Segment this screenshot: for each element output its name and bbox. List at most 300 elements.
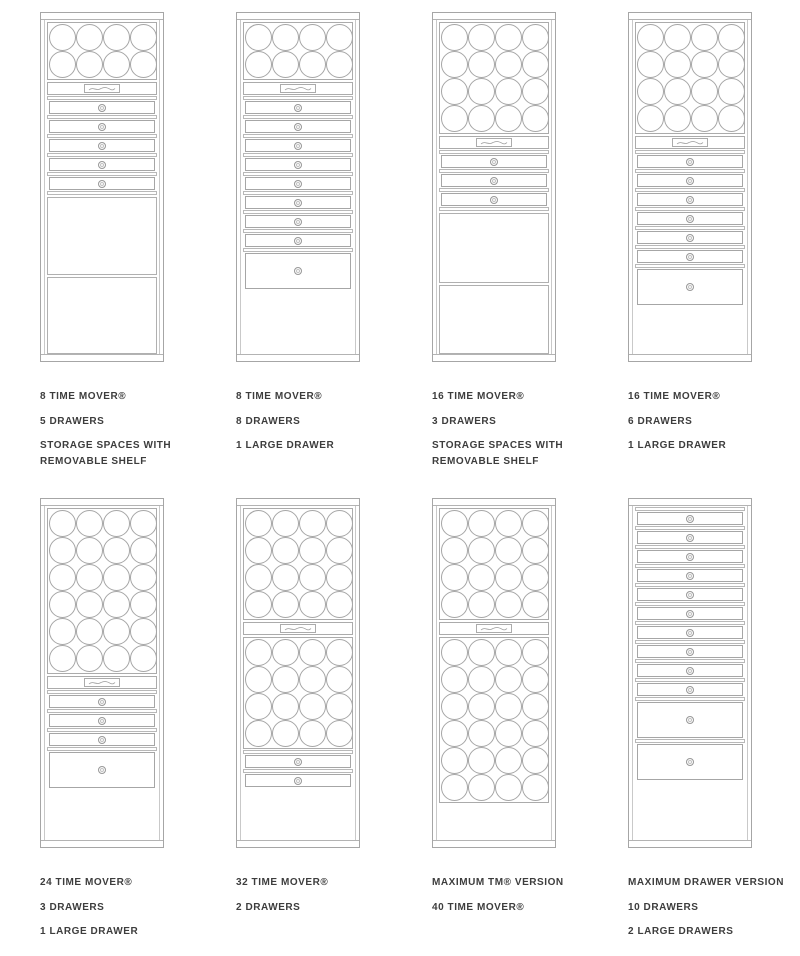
control-display [672, 138, 708, 147]
time-mover-slot-icon [130, 591, 157, 618]
drawer [47, 171, 157, 190]
cabinet-cell-8tm-8drawers-1large [236, 12, 360, 478]
large-drawer [635, 696, 745, 738]
drawer-front [637, 250, 743, 263]
drawer-knob-icon [294, 104, 302, 112]
time-mover-slot-icon [245, 510, 272, 537]
drawer-rail [243, 134, 353, 138]
time-mover-slot-icon [103, 537, 130, 564]
time-mover-row [441, 78, 547, 105]
time-mover-block [439, 508, 549, 620]
time-mover-slot-icon [495, 774, 522, 801]
time-mover-slot-icon [272, 693, 299, 720]
time-mover-slot-icon [495, 510, 522, 537]
time-mover-row [245, 591, 351, 618]
large-drawer [243, 247, 353, 289]
time-mover-block [635, 22, 745, 134]
time-mover-block [439, 637, 549, 803]
time-mover-slot-icon [637, 24, 664, 51]
drawer [635, 168, 745, 187]
time-mover-slot-icon [522, 537, 549, 564]
time-mover-slot-icon [103, 564, 130, 591]
time-mover-row [441, 693, 547, 720]
time-mover-slot-icon [76, 51, 103, 78]
time-mover-row [637, 78, 743, 105]
time-mover-slot-icon [718, 24, 745, 51]
time-mover-slot-icon [495, 537, 522, 564]
time-mover-slot-icon [691, 78, 718, 105]
drawer-front [637, 645, 743, 658]
drawer-front [49, 714, 155, 727]
time-mover-slot-icon [49, 510, 76, 537]
drawer-knob-icon [98, 180, 106, 188]
drawer-knob-icon [686, 158, 694, 166]
drawer-front [49, 177, 155, 190]
cabinet-label: STORAGE SPACES WITH REMOVABLE SHELF [40, 440, 172, 467]
drawer-rail [243, 210, 353, 214]
drawer-rail [635, 169, 745, 173]
drawer [439, 168, 549, 187]
time-mover-slot-icon [130, 51, 157, 78]
drawer-front [637, 607, 743, 620]
cabinet-body [436, 506, 552, 840]
time-mover-row [245, 639, 351, 666]
time-mover-slot-icon [49, 24, 76, 51]
time-mover-slot-icon [245, 537, 272, 564]
cabinet-label: 2 DRAWERS [236, 901, 301, 913]
time-mover-slot-icon [522, 774, 549, 801]
drawer-front [637, 155, 743, 168]
drawer [243, 749, 353, 768]
time-mover-slot-icon [468, 774, 495, 801]
time-mover-slot-icon [326, 693, 353, 720]
time-mover-row [49, 645, 155, 672]
time-mover-row [245, 510, 351, 537]
time-mover-slot-icon [299, 24, 326, 51]
time-mover-slot-icon [522, 51, 549, 78]
drawer-front [637, 569, 743, 582]
drawer-front [245, 234, 351, 247]
time-mover-slot-icon [272, 720, 299, 747]
drawer-knob-icon [490, 158, 498, 166]
drawer-knob-icon [686, 629, 694, 637]
time-mover-slot-icon [245, 51, 272, 78]
drawer-knob-icon [686, 667, 694, 675]
time-mover-slot-icon [299, 591, 326, 618]
drawer-knob-icon [686, 686, 694, 694]
cabinet-label: 8 DRAWERS [236, 415, 301, 427]
drawer-rail [635, 526, 745, 530]
drawer [635, 187, 745, 206]
large-drawer-front [637, 744, 743, 780]
cabinet-diagram-maximum-drawer-10drawers-2large [628, 498, 752, 848]
storage-top-rail [47, 191, 157, 195]
cabinet-label: 10 DRAWERS [628, 901, 699, 913]
time-mover-block [47, 22, 157, 80]
time-mover-row [441, 639, 547, 666]
drawer-front [49, 733, 155, 746]
time-mover-row [441, 105, 547, 132]
control-panel [47, 82, 157, 95]
drawer-rail [635, 564, 745, 568]
drawer [47, 727, 157, 746]
time-mover-slot-icon [326, 537, 353, 564]
time-mover-slot-icon [326, 720, 353, 747]
cabinet-caption [40, 389, 226, 469]
time-mover-slot-icon [495, 24, 522, 51]
time-mover-slot-icon [664, 78, 691, 105]
drawer-rail [635, 545, 745, 549]
drawer [635, 525, 745, 544]
time-mover-slot-icon [103, 510, 130, 537]
time-mover-slot-icon [495, 720, 522, 747]
drawer-front [245, 158, 351, 171]
drawer [635, 677, 745, 696]
cabinet-label: 1 LARGE DRAWER [40, 926, 139, 937]
cabinet-caption [432, 875, 618, 915]
drawer-front [637, 193, 743, 206]
time-mover-slot-icon [441, 666, 468, 693]
drawer-front [245, 196, 351, 209]
drawer [243, 190, 353, 209]
time-mover-slot-icon [76, 537, 103, 564]
diagram-row-top [40, 12, 752, 478]
cabinet-body [632, 20, 748, 354]
time-mover-slot-icon [522, 564, 549, 591]
time-mover-slot-icon [664, 51, 691, 78]
drawer [635, 206, 745, 225]
time-mover-slot-icon [272, 24, 299, 51]
cabinet-body [240, 20, 356, 354]
drawer-rail [439, 188, 549, 192]
cabinet-top-strip [629, 13, 751, 20]
drawer-rail [635, 678, 745, 682]
signature-squiggle-icon [480, 140, 508, 146]
time-mover-slot-icon [245, 591, 272, 618]
drawer [243, 114, 353, 133]
storage-space [47, 197, 157, 275]
time-mover-slot-icon [245, 666, 272, 693]
signature-squiggle-icon [284, 86, 312, 92]
drawer-front [245, 177, 351, 190]
cabinet-cell-32tm-2drawers [236, 498, 360, 949]
drawer-knob-icon [686, 283, 694, 291]
drawer [47, 708, 157, 727]
time-mover-block [47, 508, 157, 674]
time-mover-slot-icon [441, 105, 468, 132]
drawer-rail [635, 621, 745, 625]
drawer-rail [243, 248, 353, 252]
drawer-front [245, 120, 351, 133]
cabinet-body [44, 20, 160, 354]
time-mover-slot-icon [245, 24, 272, 51]
time-mover-row [49, 591, 155, 618]
drawer-rail [243, 750, 353, 754]
signature-squiggle-icon [88, 86, 116, 92]
time-mover-slot-icon [245, 693, 272, 720]
drawer-front [637, 664, 743, 677]
cabinet-diagram-32tm-2drawers [236, 498, 360, 848]
time-mover-row [245, 24, 351, 51]
time-mover-slot-icon [130, 564, 157, 591]
drawer-rail [243, 229, 353, 233]
time-mover-row [49, 564, 155, 591]
time-mover-slot-icon [468, 105, 495, 132]
time-mover-slot-icon [130, 24, 157, 51]
cabinet-label: MAXIMUM DRAWER VERSION [628, 877, 784, 888]
drawer-front [245, 755, 351, 768]
drawer-rail [47, 96, 157, 100]
drawer-front [49, 120, 155, 133]
cabinet-label: 3 DRAWERS [40, 901, 105, 913]
cabinet-cell-maximum-drawer-10drawers-2large [628, 498, 784, 949]
drawer-knob-icon [490, 177, 498, 185]
drawer-knob-icon [98, 142, 106, 150]
drawer-front [637, 588, 743, 601]
control-display [476, 138, 512, 147]
time-mover-slot-icon [495, 693, 522, 720]
time-mover-slot-icon [441, 720, 468, 747]
cabinet-label: 16 TIME MOVER® [432, 391, 525, 402]
time-mover-block [243, 508, 353, 620]
drawer-rail [243, 96, 353, 100]
cabinet-label: 5 DRAWERS [40, 415, 105, 427]
time-mover-slot-icon [522, 639, 549, 666]
cabinet-body [436, 20, 552, 354]
drawer-front [637, 550, 743, 563]
drawer-front [245, 215, 351, 228]
drawer [635, 601, 745, 620]
time-mover-slot-icon [441, 564, 468, 591]
time-mover-slot-icon [272, 537, 299, 564]
time-mover-slot-icon [245, 720, 272, 747]
time-mover-slot-icon [441, 591, 468, 618]
time-mover-row [637, 51, 743, 78]
time-mover-row [49, 24, 155, 51]
drawer-front [637, 626, 743, 639]
time-mover-slot-icon [299, 720, 326, 747]
time-mover-slot-icon [495, 51, 522, 78]
drawer-rail [635, 226, 745, 230]
drawer [243, 171, 353, 190]
time-mover-row [245, 537, 351, 564]
time-mover-slot-icon [441, 747, 468, 774]
drawer-knob-icon [686, 177, 694, 185]
drawer [635, 639, 745, 658]
drawer-knob-icon [294, 180, 302, 188]
cabinet-diagram-24tm-3drawers-1large [40, 498, 164, 848]
drawer-rail [47, 728, 157, 732]
time-mover-slot-icon [272, 51, 299, 78]
drawer [635, 582, 745, 601]
time-mover-row [441, 510, 547, 537]
time-mover-slot-icon [495, 639, 522, 666]
time-mover-slot-icon [103, 645, 130, 672]
cabinet-label: 3 DRAWERS [432, 415, 497, 427]
time-mover-slot-icon [299, 510, 326, 537]
time-mover-slot-icon [441, 51, 468, 78]
drawer [635, 658, 745, 677]
drawer-knob-icon [294, 161, 302, 169]
drawer-rail [635, 264, 745, 268]
time-mover-slot-icon [468, 639, 495, 666]
time-mover-row [441, 564, 547, 591]
drawer [635, 544, 745, 563]
time-mover-row [441, 537, 547, 564]
cabinet-top-strip [237, 13, 359, 20]
time-mover-block [243, 22, 353, 80]
time-mover-slot-icon [468, 537, 495, 564]
time-mover-slot-icon [468, 564, 495, 591]
cabinet-bottom-strip [41, 840, 163, 847]
drawer-knob-icon [686, 758, 694, 766]
cabinet-diagram-16tm-3drawers-storage [432, 12, 556, 362]
time-mover-slot-icon [468, 720, 495, 747]
time-mover-slot-icon [326, 51, 353, 78]
control-display [84, 84, 120, 93]
cabinet-top-strip [237, 499, 359, 506]
cabinet-body [240, 506, 356, 840]
drawer-knob-icon [686, 553, 694, 561]
time-mover-slot-icon [272, 591, 299, 618]
cabinet-top-strip [629, 499, 751, 506]
large-drawer [635, 738, 745, 780]
time-mover-slot-icon [326, 639, 353, 666]
drawer [243, 95, 353, 114]
signature-squiggle-icon [480, 626, 508, 632]
time-mover-slot-icon [130, 510, 157, 537]
cabinet-cell-16tm-3drawers-storage [432, 12, 564, 478]
control-panel [243, 622, 353, 635]
time-mover-slot-icon [495, 564, 522, 591]
time-mover-slot-icon [299, 639, 326, 666]
drawer-rail [47, 153, 157, 157]
control-display [280, 84, 316, 93]
cabinet-label: 40 TIME MOVER® [432, 901, 525, 913]
time-mover-slot-icon [468, 510, 495, 537]
control-panel [439, 136, 549, 149]
cabinet-label: 2 LARGE DRAWERS [628, 926, 734, 937]
time-mover-slot-icon [130, 618, 157, 645]
drawer [635, 225, 745, 244]
time-mover-slot-icon [76, 645, 103, 672]
drawer-rail [47, 134, 157, 138]
drawer-front [441, 193, 547, 206]
cabinet-bottom-strip [629, 840, 751, 847]
drawer [635, 244, 745, 263]
time-mover-slot-icon [637, 78, 664, 105]
cabinet-label: 6 DRAWERS [628, 415, 693, 427]
time-mover-slot-icon [245, 564, 272, 591]
control-display [280, 624, 316, 633]
time-mover-slot-icon [522, 105, 549, 132]
time-mover-slot-icon [299, 51, 326, 78]
drawer-knob-icon [98, 766, 106, 774]
drawer-knob-icon [98, 161, 106, 169]
time-mover-slot-icon [495, 747, 522, 774]
time-mover-slot-icon [103, 591, 130, 618]
drawer-front [637, 531, 743, 544]
time-mover-slot-icon [326, 24, 353, 51]
cabinet-cell-8tm-5drawers-storage [40, 12, 172, 478]
drawer-rail [47, 115, 157, 119]
drawer [439, 149, 549, 168]
cabinet-label: 24 TIME MOVER® [40, 877, 133, 888]
time-mover-slot-icon [522, 78, 549, 105]
cabinet-caption [236, 389, 422, 454]
cabinet-label: 16 TIME MOVER® [628, 391, 721, 402]
cabinet-bottom-strip [41, 354, 163, 361]
drawer-front [245, 774, 351, 787]
time-mover-slot-icon [637, 105, 664, 132]
time-mover-slot-icon [664, 24, 691, 51]
drawer-knob-icon [686, 716, 694, 724]
cabinet-caption [40, 875, 226, 940]
cabinet-caption [628, 875, 800, 940]
time-mover-row [441, 51, 547, 78]
signature-squiggle-icon [676, 140, 704, 146]
cabinet-label: MAXIMUM TM® VERSION [432, 877, 564, 888]
storage-space [47, 277, 157, 355]
time-mover-slot-icon [441, 24, 468, 51]
drawer-rail [243, 115, 353, 119]
control-display [84, 678, 120, 687]
time-mover-slot-icon [522, 24, 549, 51]
drawer-front [637, 683, 743, 696]
drawer-knob-icon [686, 196, 694, 204]
time-mover-row [441, 720, 547, 747]
drawer-front [245, 139, 351, 152]
time-mover-slot-icon [522, 747, 549, 774]
time-mover-slot-icon [272, 564, 299, 591]
time-mover-slot-icon [130, 537, 157, 564]
time-mover-slot-icon [468, 591, 495, 618]
time-mover-row [49, 618, 155, 645]
storage-top-rail [439, 207, 549, 211]
cabinet-label: STORAGE SPACES WITH REMOVABLE SHELF [432, 440, 564, 467]
time-mover-row [441, 24, 547, 51]
cabinet-cell-16tm-6drawers-1large [628, 12, 752, 478]
time-mover-row [245, 720, 351, 747]
drawer-rail [47, 747, 157, 751]
time-mover-slot-icon [76, 591, 103, 618]
time-mover-block [243, 637, 353, 749]
time-mover-slot-icon [76, 510, 103, 537]
cabinet-diagram-8tm-8drawers-1large [236, 12, 360, 362]
drawer-rail [635, 697, 745, 701]
drawer [243, 133, 353, 152]
time-mover-slot-icon [468, 693, 495, 720]
drawer [47, 689, 157, 708]
time-mover-slot-icon [468, 747, 495, 774]
time-mover-slot-icon [468, 78, 495, 105]
time-mover-slot-icon [468, 666, 495, 693]
drawer-rail [439, 169, 549, 173]
drawer-knob-icon [294, 777, 302, 785]
control-display [476, 624, 512, 633]
drawer-knob-icon [686, 610, 694, 618]
drawer [47, 133, 157, 152]
drawer-knob-icon [98, 736, 106, 744]
diagram-row-bottom [40, 498, 784, 949]
cabinet-label: 8 TIME MOVER® [40, 391, 127, 402]
drawer-front [49, 158, 155, 171]
cabinet-label: 32 TIME MOVER® [236, 877, 329, 888]
storage-space [439, 213, 549, 283]
drawer [635, 620, 745, 639]
time-mover-slot-icon [326, 591, 353, 618]
drawer-knob-icon [686, 572, 694, 580]
